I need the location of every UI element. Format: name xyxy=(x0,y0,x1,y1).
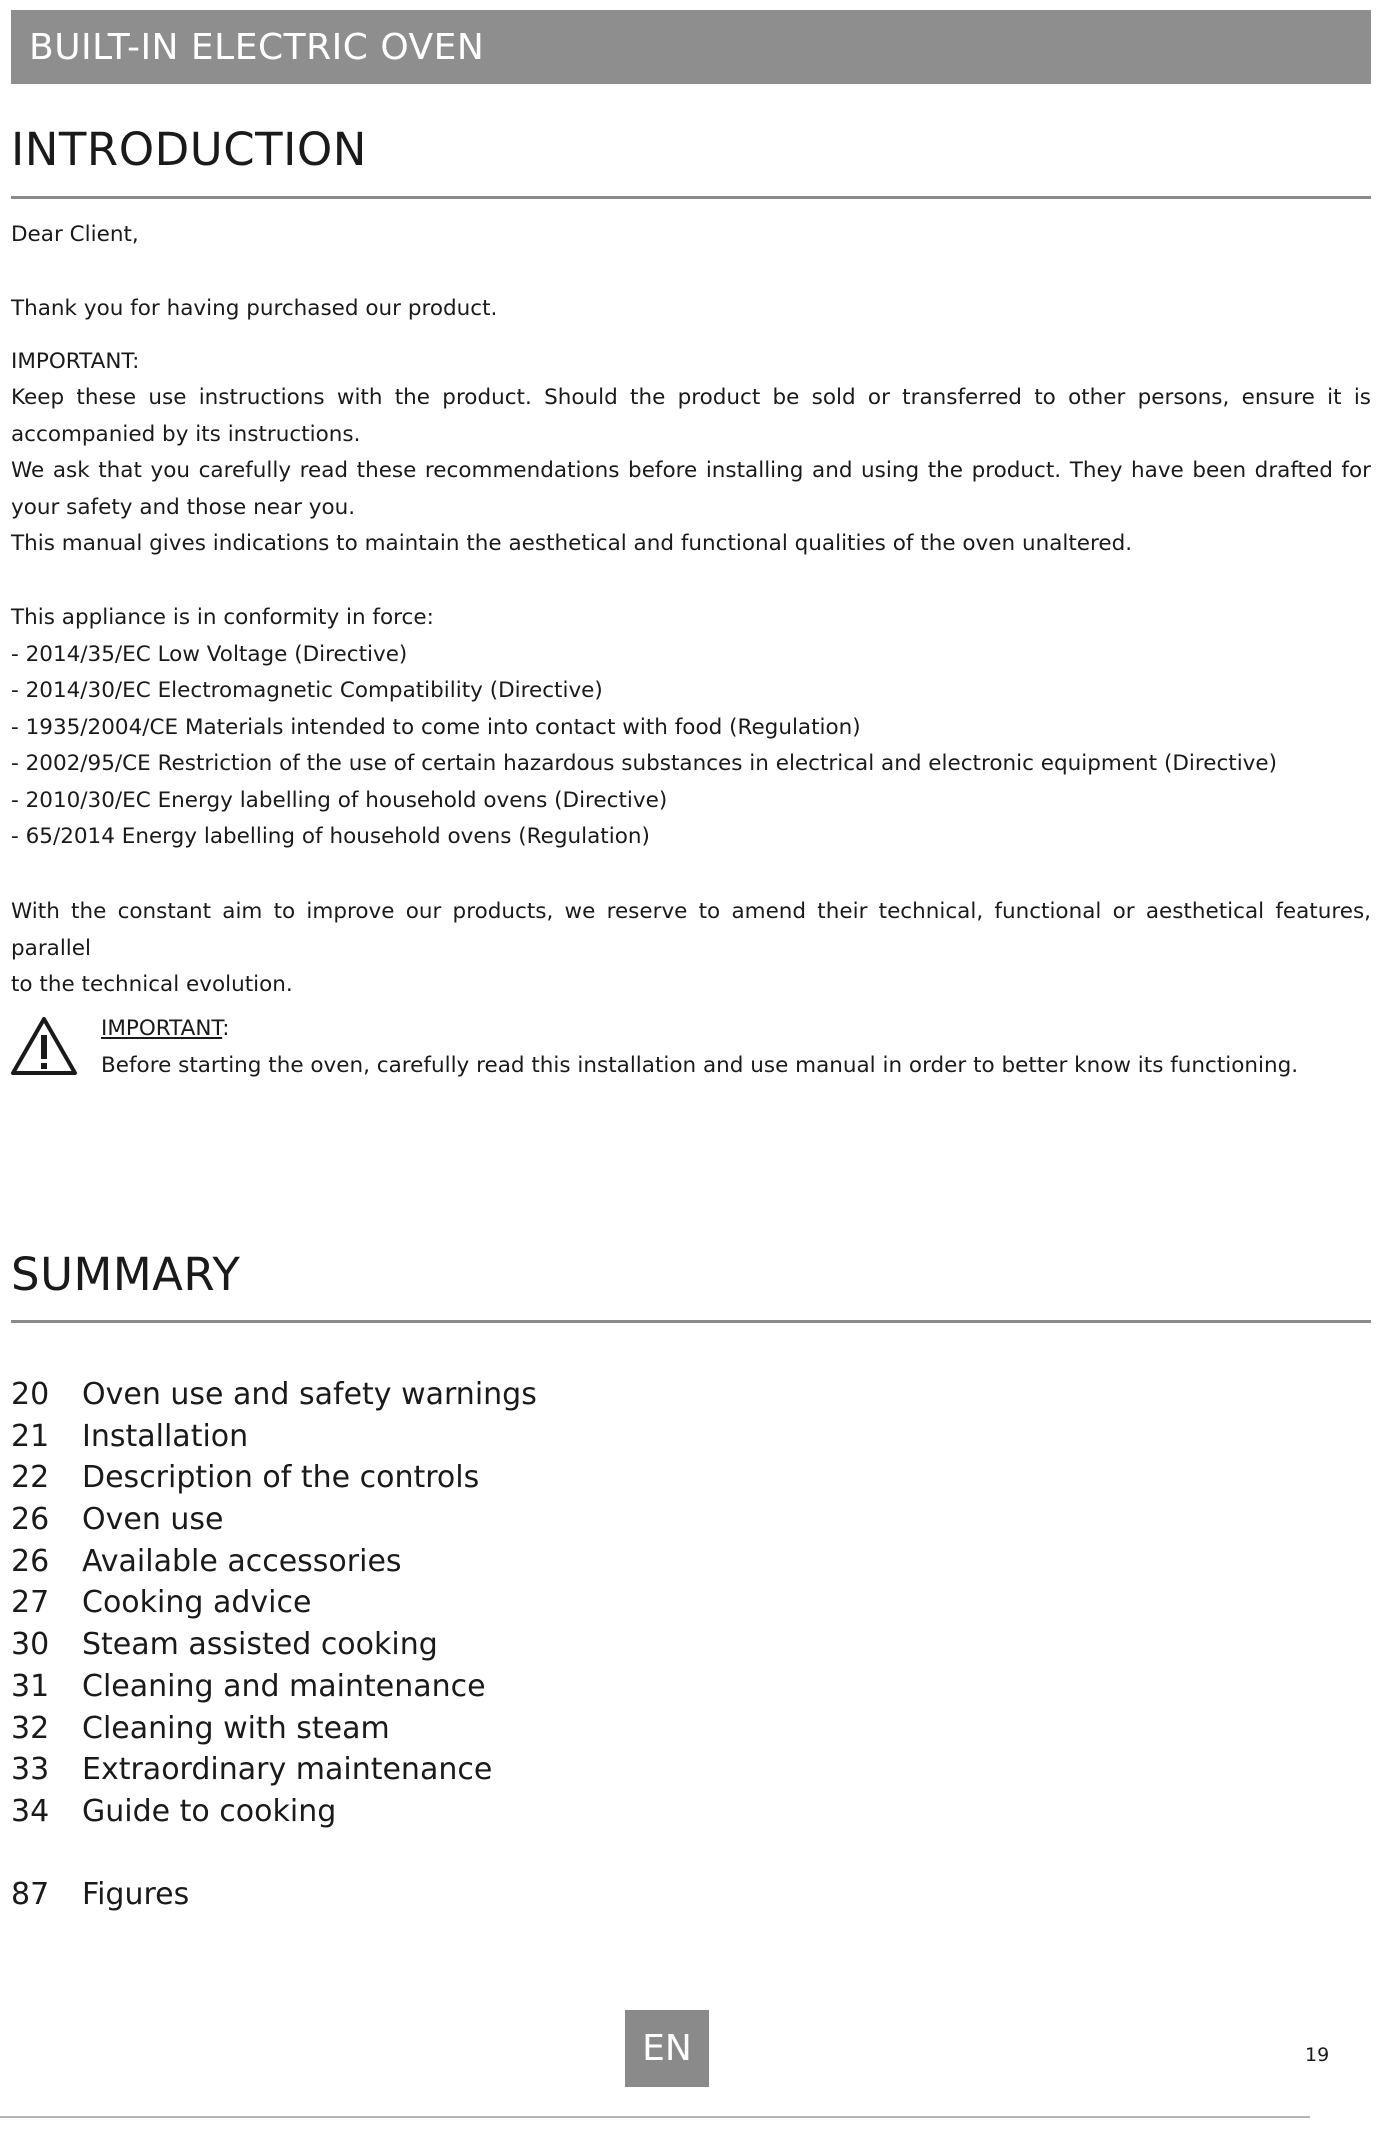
toc-page-number: 32 xyxy=(11,1710,50,1746)
header-title: BUILT-IN ELECTRIC OVEN xyxy=(29,26,485,68)
toc-page-number: 20 xyxy=(11,1377,50,1412)
language-badge: EN xyxy=(625,2010,709,2087)
paragraph-keep-line-1: Keep these use instructions with the product. Should the product be sold or transferred to other persons, ensure it is xyxy=(11,385,1371,410)
warning-heading xyxy=(101,1010,1371,1047)
toc-title: Figures xyxy=(82,1876,190,1912)
toc-title: Extraordinary maintenance xyxy=(82,1752,493,1788)
warning-label: IMPORTANT xyxy=(101,1016,223,1041)
toc-title: Oven use and safety warnings xyxy=(82,1377,537,1412)
paragraph-keep-instructions xyxy=(11,380,1371,563)
introduction-rule xyxy=(11,196,1371,199)
toc-row[interactable] xyxy=(11,1457,711,1499)
toc-page-number: 34 xyxy=(11,1793,50,1829)
improvement-line-2: to the technical evolution. xyxy=(11,972,293,997)
header-bar xyxy=(11,10,1371,84)
improvement-line-1: With the constant aim to improve our products, we reserve to amend their technical, functional or aesthetical features, parallel xyxy=(11,899,1371,961)
toc-title: Cleaning with steam xyxy=(82,1710,390,1746)
warning-block xyxy=(101,1010,1371,1084)
conformity-item: - 2002/95/CE Restriction of the use of certain hazardous substances in electrical and electronic equipment (Directive) xyxy=(11,751,1278,776)
warning-colon: : xyxy=(222,1016,230,1041)
warning-text: Before starting the oven, carefully read this installation and use manual in order to better know its functioning. xyxy=(101,1053,1299,1078)
paragraph-keep-line-2: accompanied by its instructions. xyxy=(11,421,361,447)
conformity-item: - 2014/30/EC Electromagnetic Compatibility (Directive) xyxy=(11,678,603,703)
toc-page-number: 31 xyxy=(11,1668,50,1704)
toc-title: Steam assisted cooking xyxy=(82,1627,438,1663)
paragraph-manual: This manual gives indications to maintain the aesthetical and functional qualities of the oven unaltered. xyxy=(11,531,1133,556)
toc-title: Available accessories xyxy=(82,1543,402,1579)
introduction-title: INTRODUCTION xyxy=(11,123,367,176)
conformity-intro: This appliance is in conformity in force: xyxy=(11,605,434,630)
toc-row[interactable] xyxy=(11,1624,711,1666)
toc-page-number: 26 xyxy=(11,1502,50,1538)
toc-page-number: 87 xyxy=(11,1876,50,1912)
summary-list xyxy=(11,1374,711,1915)
toc-row[interactable] xyxy=(11,1708,711,1750)
page-number: 19 xyxy=(1305,2044,1330,2066)
conformity-block xyxy=(11,600,1371,856)
summary-title: SUMMARY xyxy=(11,1248,241,1301)
conformity-item: - 2010/30/EC Energy labelling of household ovens (Directive) xyxy=(11,787,668,813)
toc-page-number: 21 xyxy=(11,1418,50,1454)
toc-page-number: 30 xyxy=(11,1627,50,1663)
toc-page-number: 22 xyxy=(11,1460,50,1496)
conformity-item: - 65/2014 Energy labelling of household ovens (Regulation) xyxy=(11,824,650,849)
toc-row[interactable] xyxy=(11,1582,711,1624)
toc-row[interactable] xyxy=(11,1416,711,1458)
toc-title: Cleaning and maintenance xyxy=(82,1668,486,1704)
toc-row[interactable] xyxy=(11,1874,711,1916)
toc-row[interactable] xyxy=(11,1374,711,1416)
thanks-text: Thank you for having purchased our product. xyxy=(11,296,498,321)
bottom-rule xyxy=(0,2116,1310,2118)
toc-row[interactable] xyxy=(11,1791,711,1833)
paragraph-ask-line-1: We ask that you carefully read these recommendations before installing and using the product. They have been drafted for xyxy=(11,458,1371,483)
paragraph-ask-line-2: your safety and those near you. xyxy=(11,494,356,520)
toc-page-number: 33 xyxy=(11,1752,50,1788)
toc-title: Oven use xyxy=(82,1502,224,1538)
toc-page-number: 27 xyxy=(11,1585,50,1621)
toc-row[interactable] xyxy=(11,1749,711,1791)
important-label: IMPORTANT: xyxy=(11,349,140,374)
improvement-paragraph xyxy=(11,894,1371,1004)
summary-rule xyxy=(11,1320,1371,1323)
toc-title: Installation xyxy=(82,1418,249,1454)
toc-row[interactable] xyxy=(11,1666,711,1708)
toc-page-number: 26 xyxy=(11,1543,50,1579)
toc-row[interactable] xyxy=(11,1499,711,1541)
warning-triangle-icon xyxy=(9,1015,79,1077)
conformity-item: - 1935/2004/CE Materials intended to come into contact with food (Regulation) xyxy=(11,714,861,740)
toc-row[interactable] xyxy=(11,1541,711,1583)
toc-title: Description of the controls xyxy=(82,1460,480,1496)
toc-title: Cooking advice xyxy=(82,1585,312,1621)
greeting: Dear Client, xyxy=(11,222,139,247)
toc-title: Guide to cooking xyxy=(82,1793,337,1829)
conformity-item: - 2014/35/EC Low Voltage (Directive) xyxy=(11,641,408,667)
